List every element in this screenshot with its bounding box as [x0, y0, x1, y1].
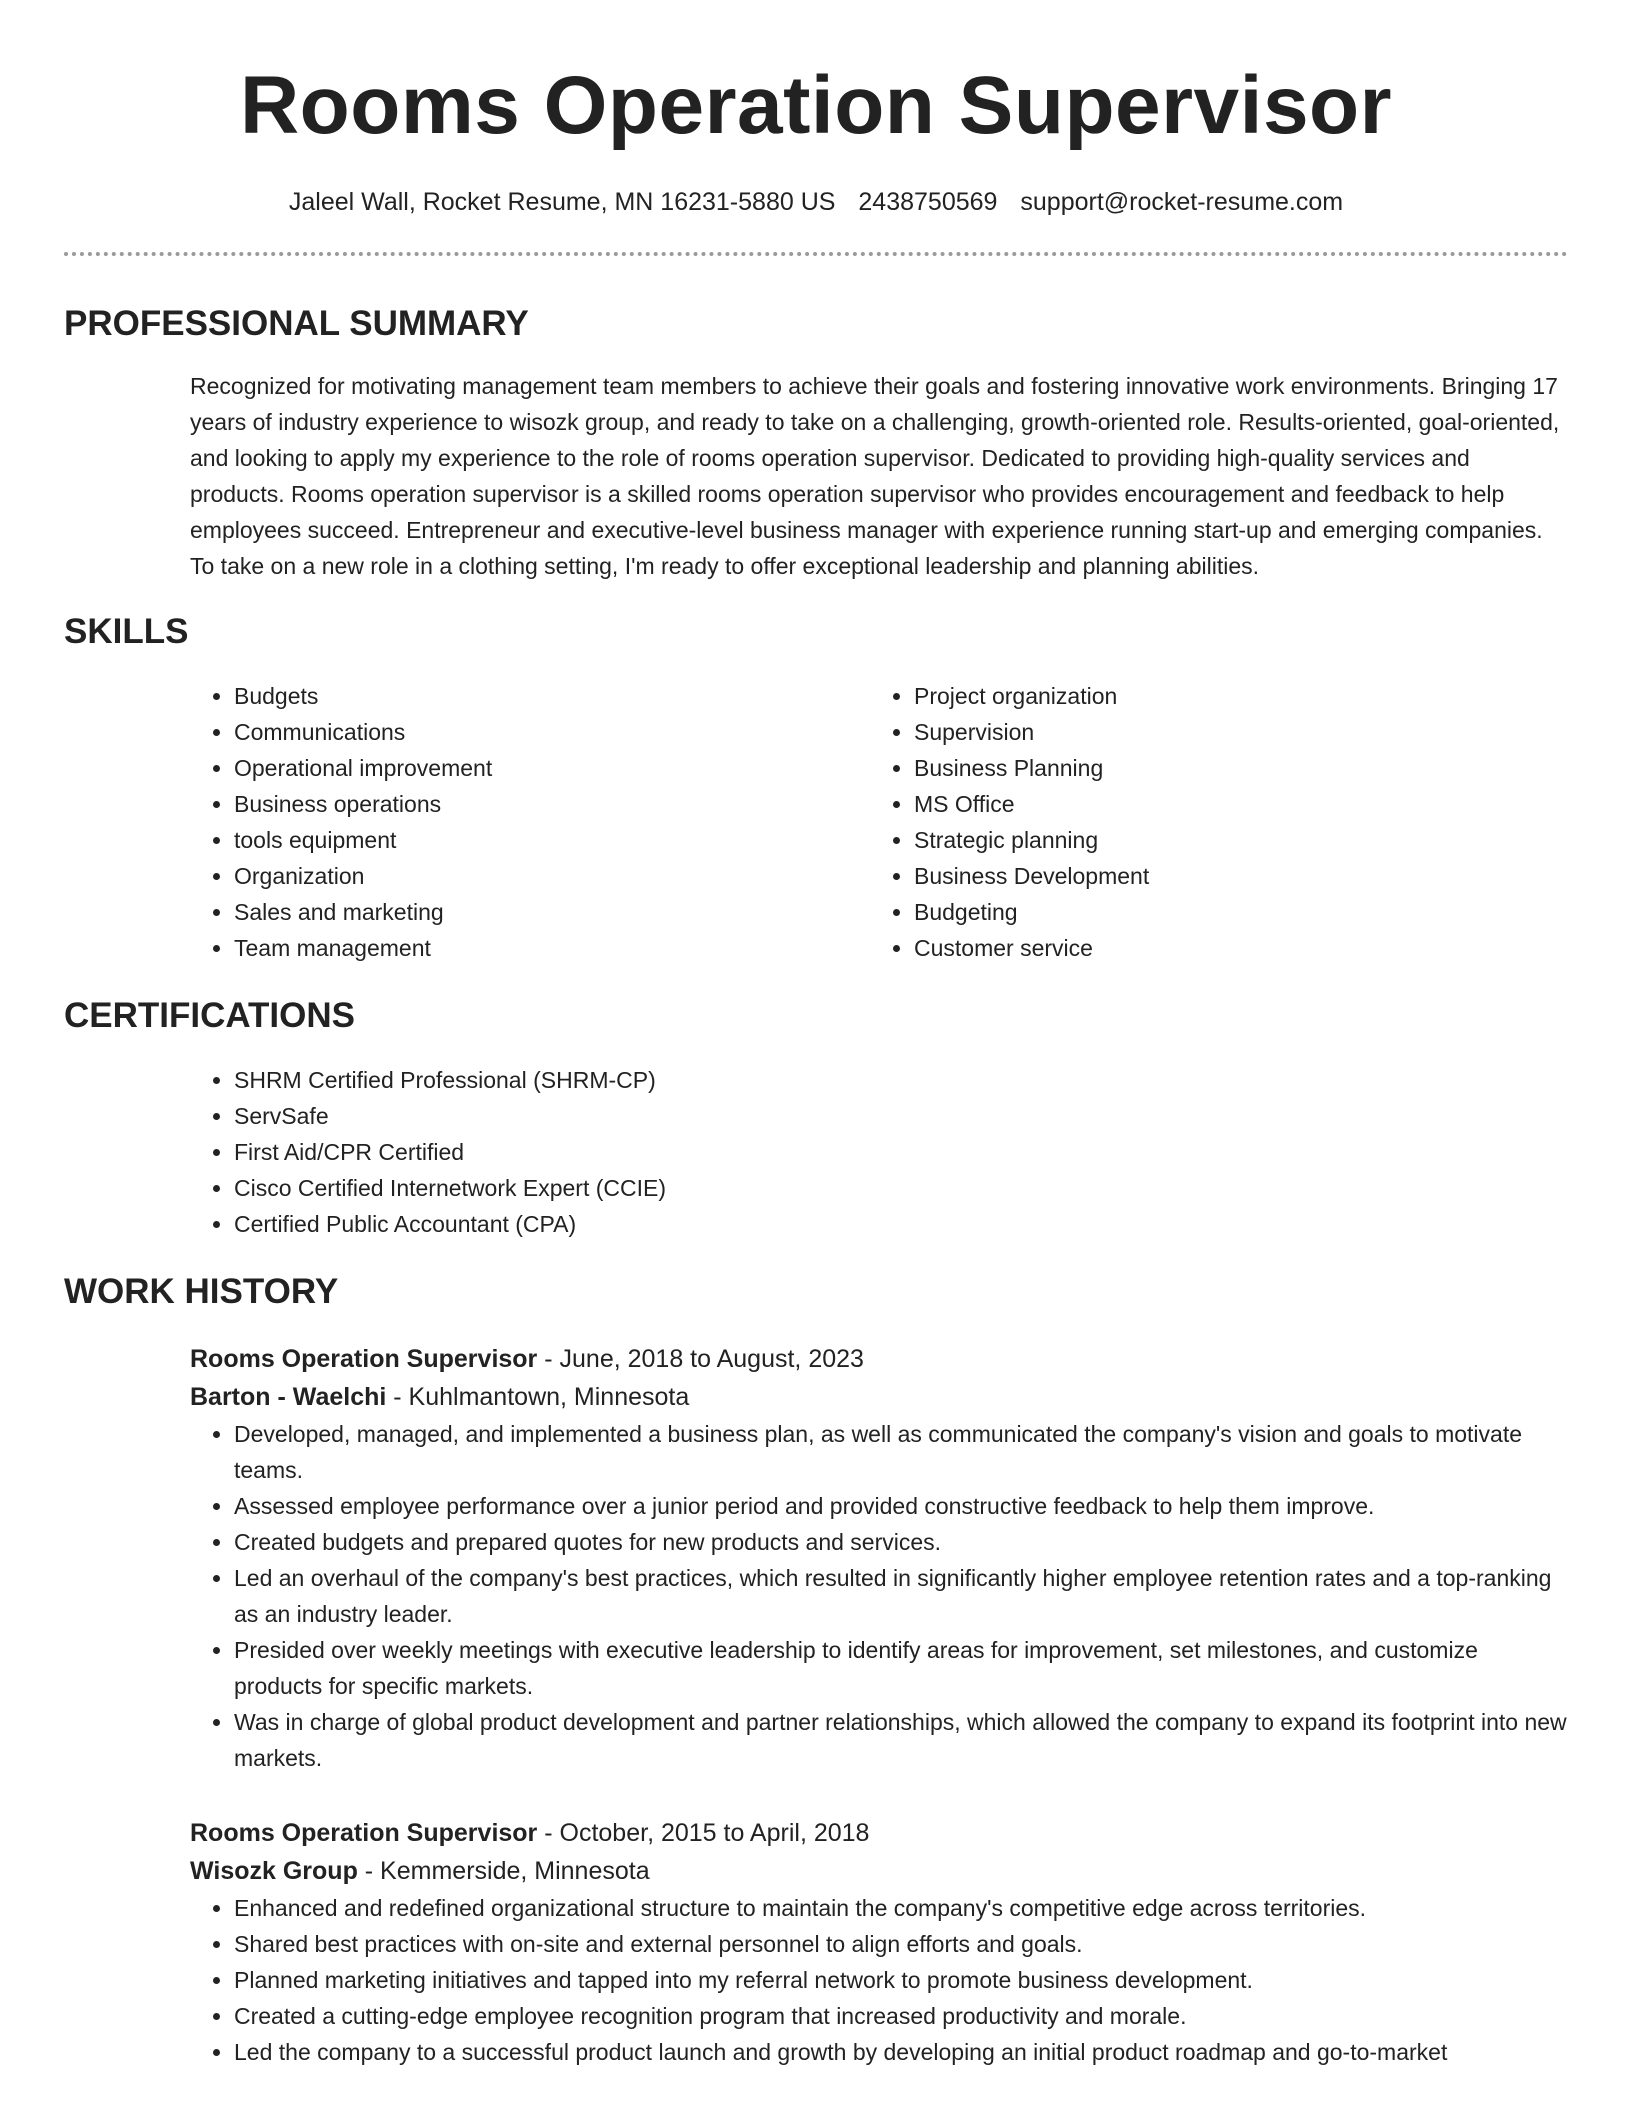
skills-list-right: [870, 678, 1550, 966]
certifications-section: [64, 994, 1568, 1242]
skill-item: • Strategic planning: [914, 822, 1550, 858]
job-company: Wisozk Group: [190, 1857, 358, 1885]
job-bullet-list: [190, 1890, 1568, 2070]
skill-item: • Supervision: [914, 714, 1550, 750]
skill-item: • Business operations: [234, 786, 870, 822]
job-location: - Kuhlmantown, Minnesota: [386, 1383, 690, 1411]
contact-phone: 2438750569: [858, 188, 998, 216]
resume-title: Rooms Operation Supervisor: [239, 60, 1393, 151]
summary-heading: PROFESSIONAL SUMMARY: [64, 304, 529, 343]
skills-section: [64, 610, 1568, 966]
skills-grid: [64, 678, 1568, 966]
jobs-list: [64, 1340, 1568, 2070]
job-bullet: • Enhanced and redefined organizational structure to maintain the company's competitive edge across territories.: [234, 1890, 1568, 1926]
job-bullet: • Led an overhaul of the company's best practices, which resulted in significantly higher employee retention rates and a top-ranking as an industry leader.: [234, 1560, 1568, 1632]
skill-item: • Operational improvement: [234, 750, 870, 786]
job-title-line: [190, 1814, 1568, 1852]
job-bullet: • Shared best practices with on-site and external personnel to align efforts and goals.: [234, 1926, 1568, 1962]
job-dates: - October, 2015 to April, 2018: [537, 1819, 870, 1847]
job-role: Rooms Operation Supervisor: [190, 1345, 538, 1373]
certifications-heading: CERTIFICATIONS: [64, 996, 356, 1035]
skill-item: • Business Development: [914, 858, 1550, 894]
job-company: Barton - Waelchi: [190, 1383, 387, 1411]
skill-item: • tools equipment: [234, 822, 870, 858]
certification-item: • SHRM Certified Professional (SHRM-CP): [234, 1062, 1568, 1098]
job-dates: - June, 2018 to August, 2023: [537, 1345, 864, 1373]
skill-item: • Business Planning: [914, 750, 1550, 786]
contact-address: Jaleel Wall, Rocket Resume, MN 16231-5880 US: [288, 188, 836, 216]
skill-item: • Budgets: [234, 678, 870, 714]
certifications-list: [190, 1062, 1568, 1242]
resume-header: [64, 0, 1568, 218]
certification-item: • Certified Public Accountant (CPA): [234, 1206, 1568, 1242]
skill-item: • Budgeting: [914, 894, 1550, 930]
skill-item: • Organization: [234, 858, 870, 894]
job-bullet: • Was in charge of global product development and partner relationships, which allowed the company to expand its footprint into new markets.: [234, 1704, 1568, 1776]
skills-list-left: [190, 678, 870, 966]
skill-item: • Customer service: [914, 930, 1550, 966]
job-company-line: [190, 1852, 1568, 1890]
job-bullet: • Developed, managed, and implemented a business plan, as well as communicated the company's vision and goals to motivate teams.: [234, 1416, 1568, 1488]
job-bullet: • Planned marketing initiatives and tapped into my referral network to promote business development.: [234, 1962, 1568, 1998]
job-location: - Kemmerside, Minnesota: [357, 1857, 650, 1885]
job-entry: [64, 1340, 1568, 1776]
contact-line: [64, 186, 1568, 218]
job-bullet: • Assessed employee performance over a junior period and provided constructive feedback to help them improve.: [234, 1488, 1568, 1524]
certifications-block: [64, 1062, 1568, 1242]
summary-text: Recognized for motivating management team members to achieve their goals and fostering innovative work environments. Bringing 17 years of industry experience to wisozk group, and ready to take on a challenging, growth-oriented role. Results-oriented, goal-oriented, and looking to apply my experience to the role of rooms operation supervisor. Dedicated to providing high-quality services and products. Rooms operation supervisor is a skilled rooms operation supervisor who provides encouragement and feedback to help employees succeed. Entrepreneur and executive-level business manager with experience running start-up and emerging companies. To take on a new role in a clothing setting, I'm ready to offer exceptional leadership and planning abilities.: [190, 373, 1560, 579]
job-bullet: • Created budgets and prepared quotes for new products and services.: [234, 1524, 1568, 1560]
certification-item: • ServSafe: [234, 1098, 1568, 1134]
job-company-line: [190, 1378, 1568, 1416]
skill-item: • Project organization: [914, 678, 1550, 714]
skills-heading: SKILLS: [64, 612, 189, 651]
job-bullet: • Created a cutting-edge employee recognition program that increased productivity and morale.: [234, 1998, 1568, 2034]
skill-item: • Communications: [234, 714, 870, 750]
certification-item: • First Aid/CPR Certified: [234, 1134, 1568, 1170]
skills-column-right: [870, 678, 1550, 966]
job-role: Rooms Operation Supervisor: [190, 1819, 538, 1847]
job-title-line: [190, 1340, 1568, 1378]
summary-section: [64, 302, 1568, 584]
header-divider: [64, 252, 1568, 256]
certification-item: • Cisco Certified Internetwork Expert (CCIE): [234, 1170, 1568, 1206]
work-history-heading: WORK HISTORY: [64, 1272, 339, 1311]
skill-item: • MS Office: [914, 786, 1550, 822]
contact-email: support@rocket-resume.com: [1020, 188, 1344, 216]
skill-item: • Team management: [234, 930, 870, 966]
job-entry: [64, 1814, 1568, 2070]
job-bullet-list: [190, 1416, 1568, 1776]
skill-item: • Sales and marketing: [234, 894, 870, 930]
job-bullet: • Presided over weekly meetings with executive leadership to identify areas for improvement, set milestones, and customize products for specific markets.: [234, 1632, 1568, 1704]
job-bullet: • Led the company to a successful product launch and growth by developing an initial product roadmap and go-to-market: [234, 2034, 1568, 2070]
skills-column-left: [190, 678, 870, 966]
work-history-section: [64, 1270, 1568, 2070]
